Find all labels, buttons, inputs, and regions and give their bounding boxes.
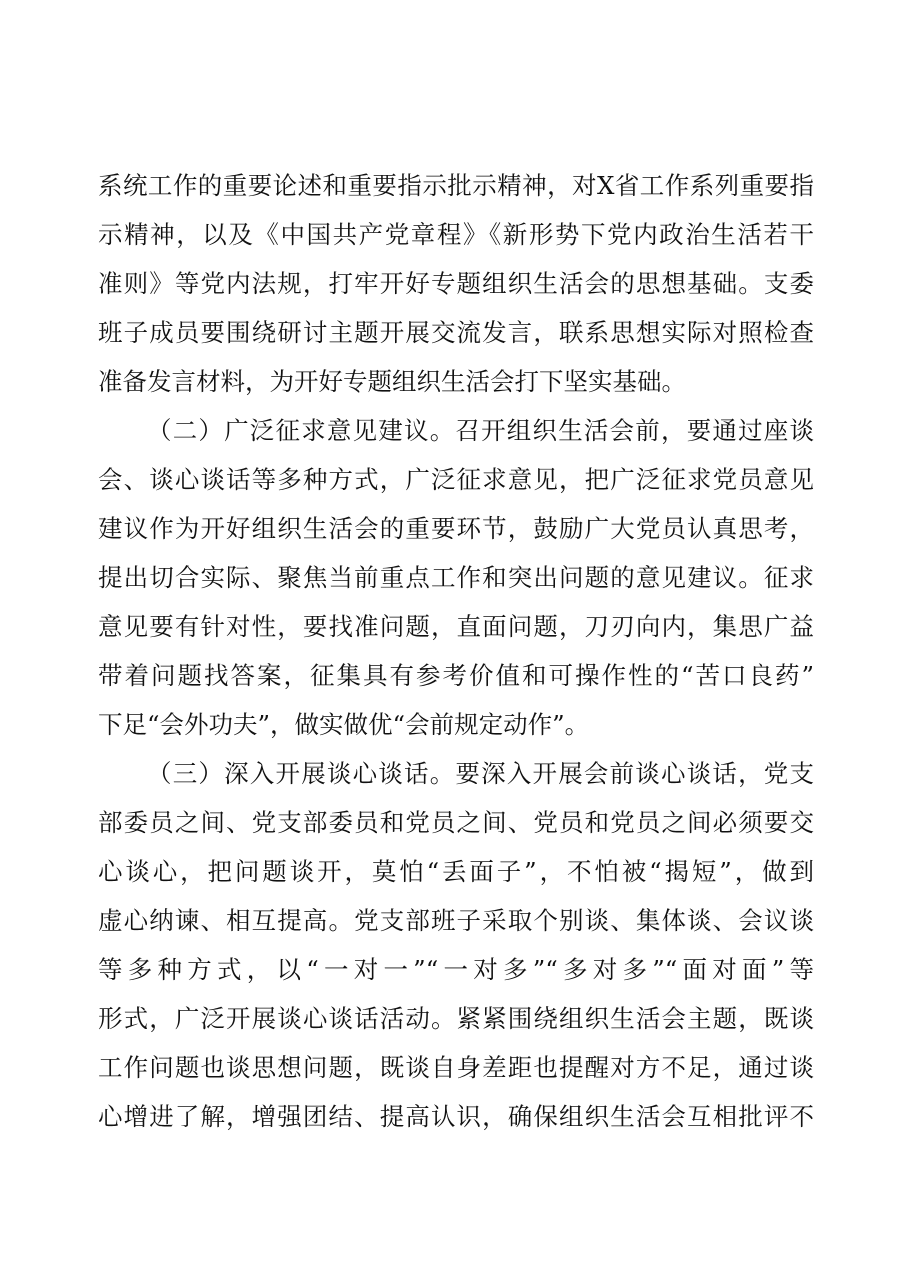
text-line: 心谈心，把问题谈开，莫怕“丢面子”，不怕被“揭短”，做到 [98,857,814,886]
text-line: 建议作为开好组织生活会的重要环节，鼓励广大党员认真思考， [98,514,814,543]
paragraph-heading-line: （二）广泛征求意见建议。召开组织生活会前，要通过座谈 [147,416,814,445]
text-line: 心增进了解，增强团结、提高认识，确保组织生活会互相批评不 [98,1102,814,1131]
text-line: 工作问题也谈思想问题，既谈自身差距也提醒对方不足，通过谈 [98,1053,814,1082]
text-line: 班子成员要围绕研讨主题开展交流发言，联系思想实际对照检查 [98,318,814,347]
text-line: 准备发言材料，为开好专题组织生活会打下坚实基础。 [98,367,686,396]
text-line: 虚心纳谏、相互提高。党支部班子采取个别谈、集体谈、会议谈 [98,906,814,935]
text-line: 会、谈心谈话等多种方式，广泛征求意见，把广泛征求党员意见 [98,465,814,494]
text-line: 形式，广泛开展谈心谈话活动。紧紧围绕组织生活会主题，既谈 [98,1004,814,1033]
text-line: 部委员之间、党支部委员和党员之间、党员和党员之间必须要交 [98,808,814,837]
text-line: 带着问题找答案，征集具有参考价值和可操作性的“苦口良药” [98,661,814,690]
text-line: 示精神，以及《中国共产党章程》《新形势下党内政治生活若干 [98,220,814,249]
text-line: 等多种方式，以“一对一”“一对多”“多对多”“面对面”等 [98,955,814,984]
text-line: 意见要有针对性，要找准问题，直面问题，刀刃向内，集思广益 [98,612,814,641]
paragraph-heading-line: （三）深入开展谈心谈话。要深入开展会前谈心谈话，党支 [147,759,814,788]
text-line: 下足“会外功夫”，做实做优“会前规定动作”。 [98,710,590,739]
text-line: 系统工作的重要论述和重要指示批示精神，对X省工作系列重要指 [98,171,814,200]
text-line: 准则》等党内法规，打牢开好专题组织生活会的思想基础。支委 [98,269,814,298]
text-line: 提出切合实际、聚焦当前重点工作和突出问题的意见建议。征求 [98,563,814,592]
